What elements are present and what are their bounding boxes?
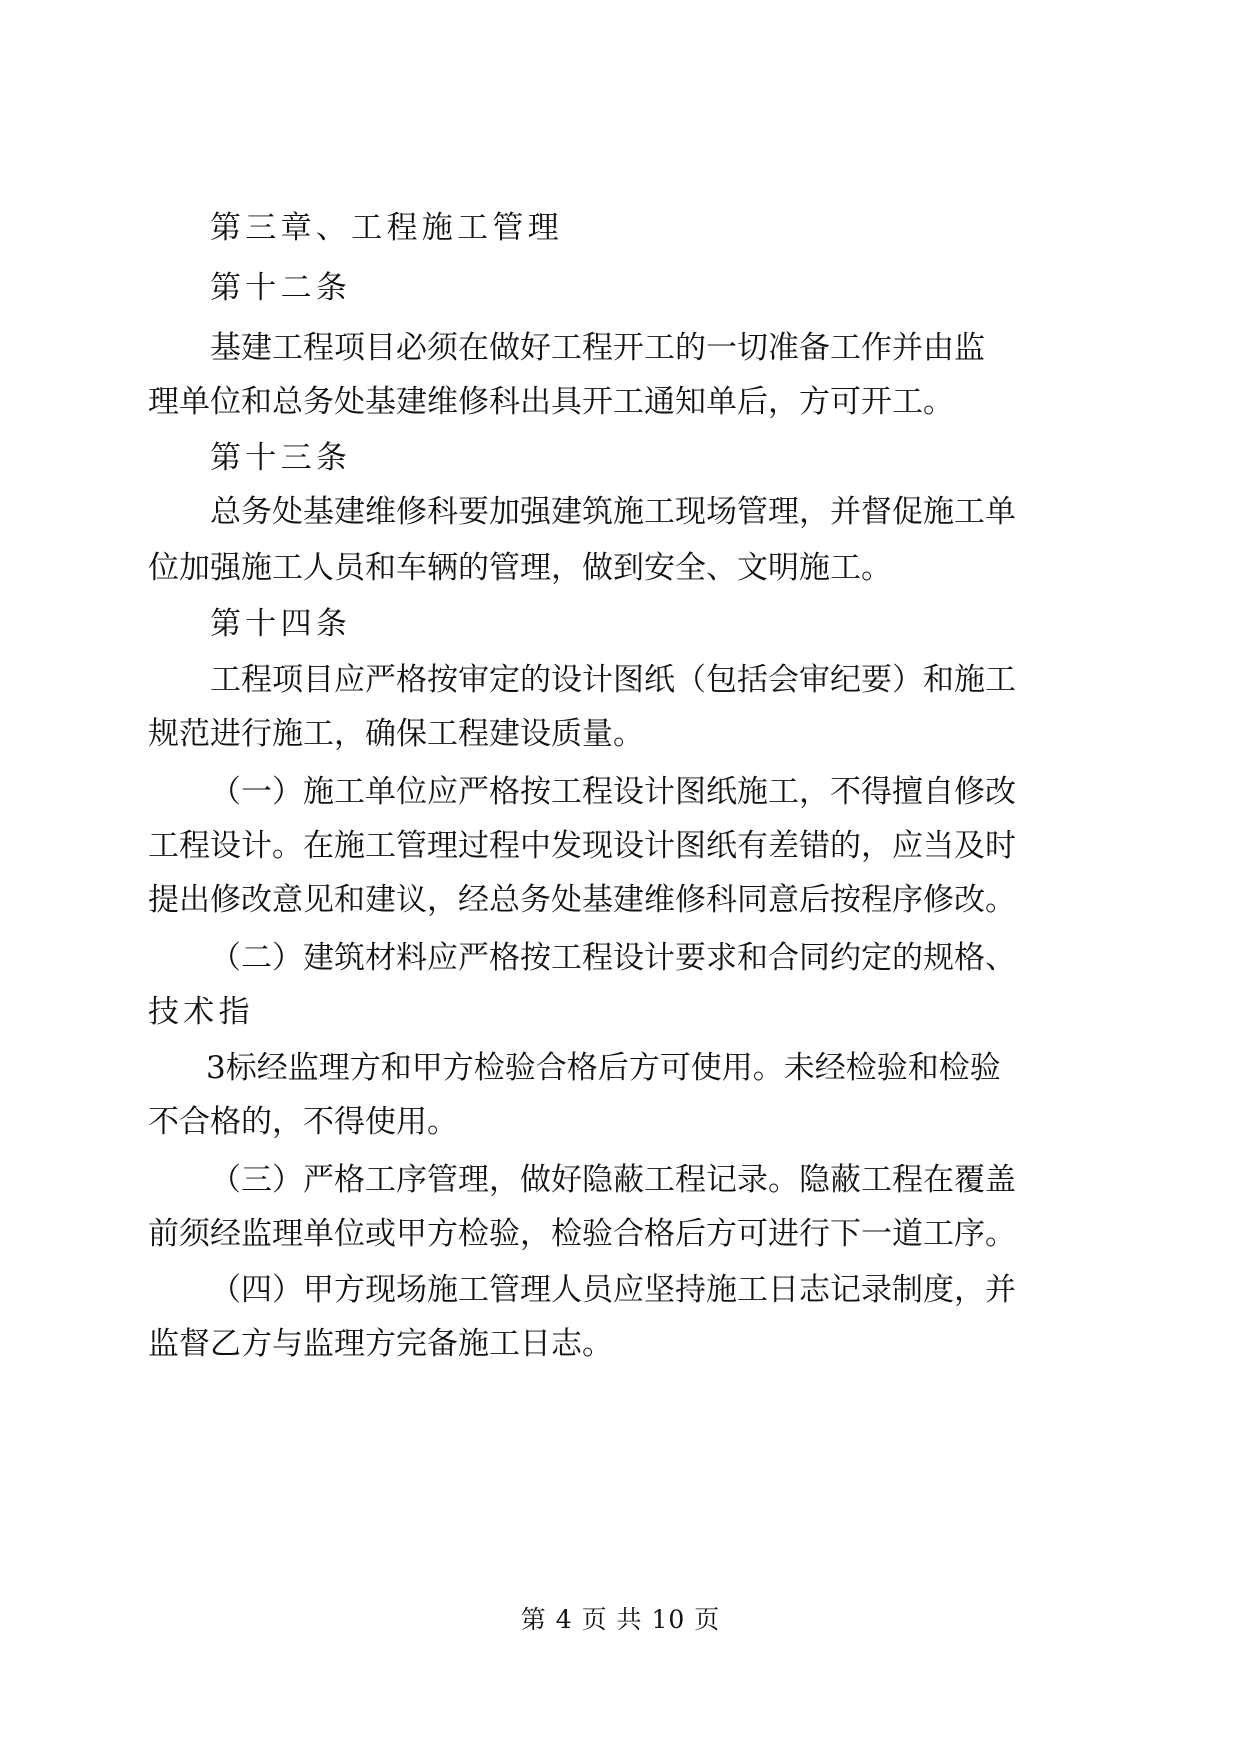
item-2-line-2: 技术指 — [148, 994, 254, 1030]
article-12-heading: 第十二条 — [210, 270, 352, 306]
article-13-heading: 第十三条 — [210, 440, 352, 476]
chapter-heading: 第三章、工程施工管理 — [210, 210, 563, 246]
article-13-text-line-2: 位加强施工人员和车辆的管理，做到安全、文明施工。 — [148, 550, 892, 586]
item-3-line-1: （三）严格工序管理，做好隐蔽工程记录。隐蔽工程在覆盖 — [210, 1162, 1016, 1198]
article-14-heading: 第十四条 — [210, 606, 352, 642]
page-number-footer: 第 4 页 共 10 页 — [520, 1605, 721, 1634]
item-1-line-3: 提出修改意见和建议，经总务处基建维修科同意后按程序修改。 — [148, 882, 1016, 918]
item-1-line-1: （一）施工单位应严格按工程设计图纸施工，不得擅自修改 — [210, 774, 1016, 810]
item-1-line-2: 工程设计。在施工管理过程中发现设计图纸有差错的，应当及时 — [148, 828, 1016, 864]
article-12-text-line-1: 基建工程项目必须在做好工程开工的一切准备工作并由监 — [210, 330, 985, 366]
article-13-text-line-1: 总务处基建维修科要加强建筑施工现场管理，并督促施工单 — [210, 494, 1016, 530]
item-2-line-1: （二）建筑材料应严格按工程设计要求和合同约定的规格、 — [210, 940, 1016, 976]
item-4-line-2: 监督乙方与监理方完备施工日志。 — [148, 1326, 613, 1362]
article-14-text-line-1: 工程项目应严格按审定的设计图纸（包括会审纪要）和施工 — [210, 662, 1016, 698]
article-14-text-line-2: 规范进行施工，确保工程建设质量。 — [148, 716, 644, 752]
item-3-line-2: 前须经监理单位或甲方检验，检验合格后方可进行下一道工序。 — [148, 1216, 1016, 1252]
item-2-line-4: 不合格的，不得使用。 — [148, 1104, 458, 1140]
item-4-line-1: （四）甲方现场施工管理人员应坚持施工日志记录制度，并 — [210, 1272, 1016, 1308]
item-2-line-3: 3标经监理方和甲方检验合格后方可使用。未经检验和检验 — [206, 1050, 1001, 1086]
article-12-text-line-2: 理单位和总务处基建维修科出具开工通知单后，方可开工。 — [148, 384, 954, 420]
